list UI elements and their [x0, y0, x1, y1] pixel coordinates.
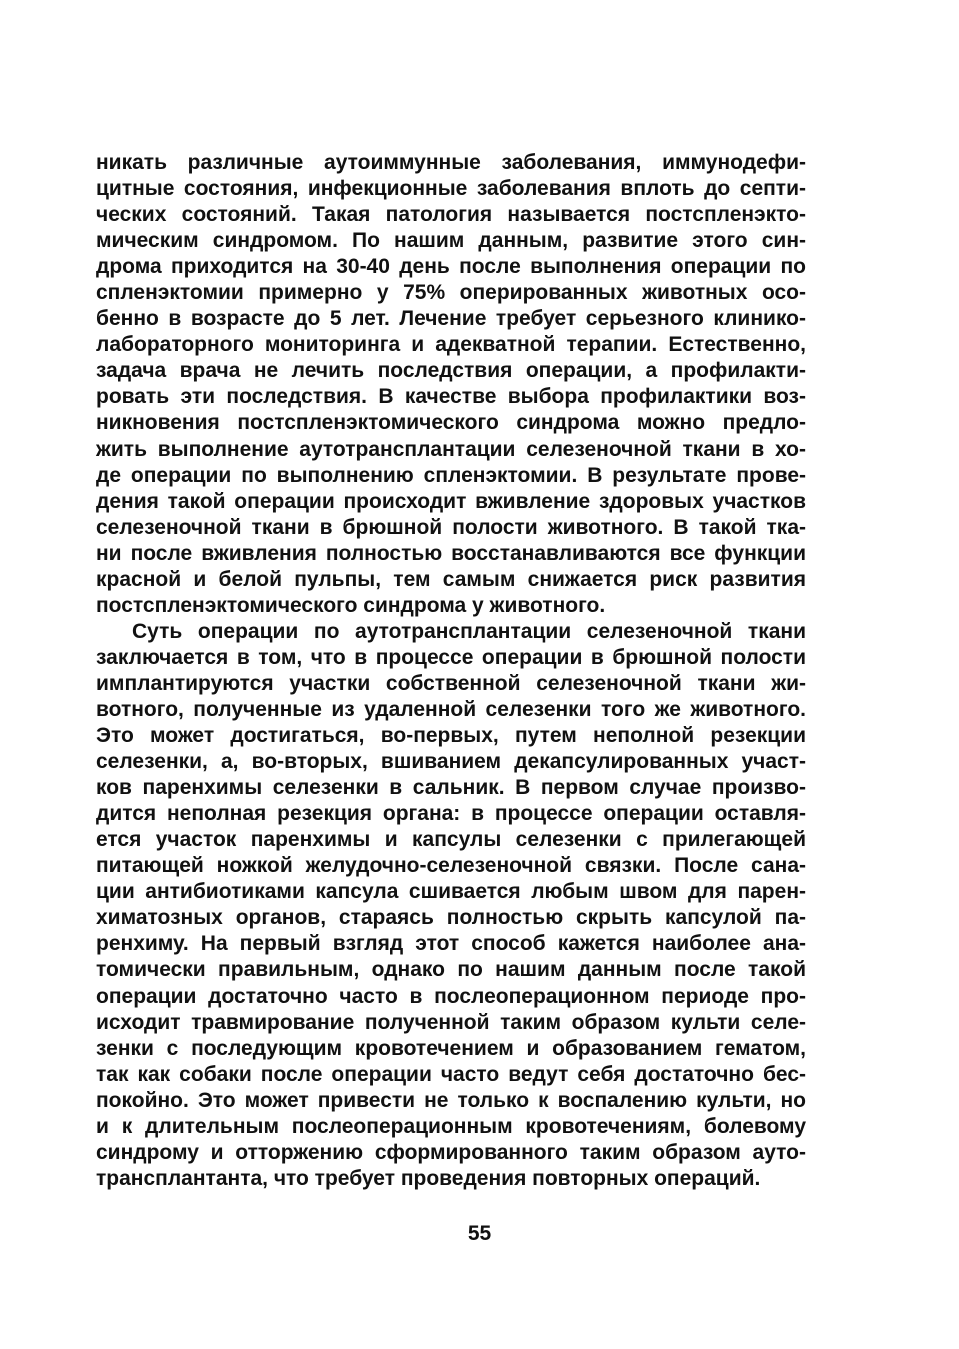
- text-line: синдрому и отторжению сформированного таким образом ауто-: [96, 1140, 806, 1164]
- text-line: химатозных органов, стараясь полностью скрыть капсулой па-: [96, 906, 806, 930]
- text-line: красной и белой пульпы, тем самым снижается риск развития: [96, 567, 806, 591]
- text-line: Это может достигаться, во-первых, путем неполной резекции: [96, 724, 806, 748]
- text-line: ровать эти последствия. В качестве выбора профилактики воз-: [96, 385, 806, 409]
- text-line: так как собаки после операции часто ведут себя достаточно бес-: [96, 1062, 806, 1086]
- text-line: селезеночной ткани в брюшной полости животного. В такой тка-: [96, 515, 806, 539]
- text-line: задача врача не лечить последствия операции, а профилакти-: [96, 359, 806, 383]
- text-line: трансплантанта, что требует проведения повторных операций.: [96, 1166, 761, 1190]
- text-line: заключается в том, что в процессе операции в брюшной полости: [96, 645, 806, 669]
- text-line: постспленэктомического синдрома у животного.: [96, 593, 606, 617]
- text-line: спленэктомии примерно у 75% оперированных животных осо-: [96, 281, 806, 305]
- text-line: селезенки, а, во-вторых, вшиванием декапсулированных участ-: [96, 750, 806, 774]
- text-line: дится неполная резекция органа: в процессе операции оставля-: [96, 802, 806, 826]
- text-line: исходит травмирование полученной таким образом культи селе-: [96, 1010, 806, 1034]
- text-line: никать различные аутоиммунные заболевания, иммунодефи-: [96, 151, 806, 174]
- paragraph: [96, 619, 806, 1192]
- text-line: имплантируются участки собственной селезеночной ткани жи-: [96, 671, 806, 695]
- text-line: вотного, полученные из удаленной селезенки того же животного.: [96, 697, 806, 721]
- text-line: ческих состояний. Такая патология называется постспленэкто-: [96, 203, 806, 227]
- text-line: дения такой операции происходит вживление здоровых участков: [96, 489, 806, 513]
- text-line: мическим синдромом. По нашим данным, развитие этого син-: [96, 229, 806, 253]
- text-line: зенки с последующим кровотечением и образованием гематом,: [96, 1036, 806, 1060]
- text-line: ни после вживления полностью восстанавливаются все функции: [96, 541, 806, 565]
- paragraph: [96, 150, 806, 619]
- text-line: никновения постспленэктомического синдрома можно предло-: [96, 411, 806, 435]
- text-line: операции достаточно часто в послеоперационном периоде про-: [96, 984, 806, 1008]
- text-line: ренхиму. На первый взгляд этот способ кажется наиболее ана-: [96, 932, 806, 956]
- text-line: лабораторного мониторинга и адекватной терапии. Естественно,: [96, 333, 806, 357]
- text-line: де операции по выполнению спленэктомии. В результате прове-: [96, 463, 806, 487]
- text-line: цитные состояния, инфекционные заболевания вплоть до септи-: [96, 177, 806, 201]
- page-number: 55: [467, 1222, 492, 1245]
- text-line: дрома приходится на 30-40 день после выполнения операции по: [96, 255, 806, 279]
- text-line: томически правильным, однако по нашим данным после такой: [96, 958, 806, 982]
- text-line: ется участок паренхимы и капсулы селезенки с прилегающей: [96, 828, 806, 852]
- text-line: питающей ножкой желудочно-селезеночной связки. После сана-: [96, 854, 806, 878]
- text-line: ции антибиотиками капсула сшивается любым швом для парен-: [96, 880, 806, 904]
- text-line: бенно в возрасте до 5 лет. Лечение требует серьезного клинико-: [96, 307, 806, 331]
- text-line: Суть операции по аутотрансплантации селезеночной ткани: [132, 619, 806, 643]
- text-line: покойно. Это может привести не только к воспалению культи, но: [96, 1088, 806, 1112]
- body-text: [96, 150, 806, 1192]
- text-line: жить выполнение аутотрансплантации селезеночной ткани в хо-: [96, 437, 806, 461]
- text-line: ков паренхимы селезенки в сальник. В первом случае произво-: [96, 776, 806, 800]
- text-line: и к длительным послеоперационным кровотечениям, болевому: [96, 1114, 806, 1138]
